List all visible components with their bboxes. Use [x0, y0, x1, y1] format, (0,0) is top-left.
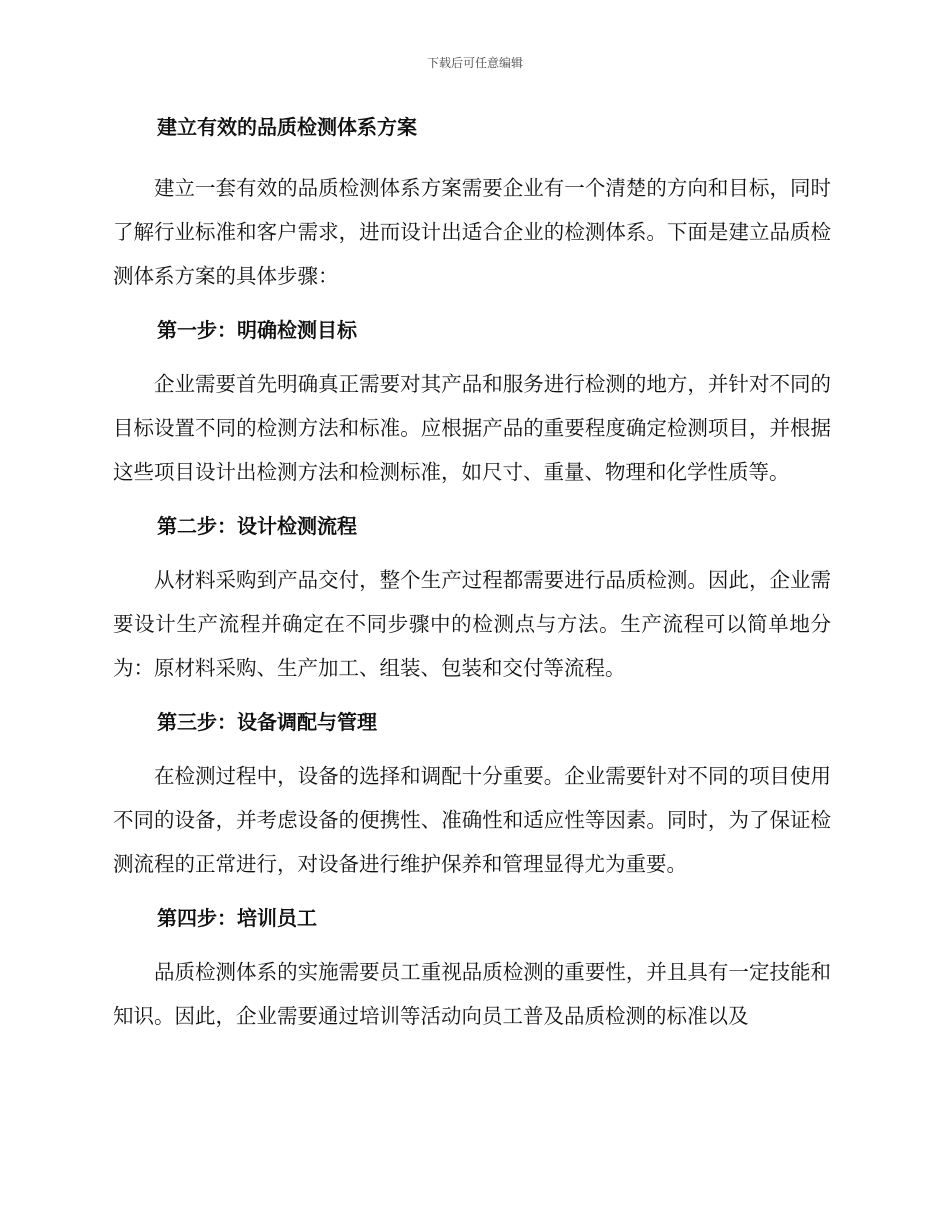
document-title: 建立有效的品质检测体系方案: [157, 115, 417, 139]
step-4-paragraph: 品质检测体系的实施需要员工重视品质检测的重要性，并且具有一定技能和知识。因此，企业需要通过培训等活动向员工普及品质检测的标准以及: [113, 960, 831, 1028]
step-3-paragraph: 在检测过程中，设备的选择和调配十分重要。企业需要针对不同的项目使用不同的设备，并考虑设备的便携性、准确性和适应性等因素。同时，为了保证检测流程的正常进行，对设备进行维护保养和管理显得尤为重要。: [113, 764, 831, 876]
step-2-heading: 第二步：设计检测流程: [157, 514, 357, 538]
step-1-paragraph: 企业需要首先明确真正需要对其产品和服务进行检测的地方，并针对不同的目标设置不同的检测方法和标准。应根据产品的重要程度确定检测项目，并根据这些项目设计出检测方法和检测标准，如尺寸、重量、物理和化学性质等。: [113, 372, 831, 484]
document-body: [113, 108, 831, 1050]
step-2-paragraph: 从材料采购到产品交付，整个生产过程都需要进行品质检测。因此，企业需要设计生产流程并确定在不同步骤中的检测点与方法。生产流程可以简单地分为：原材料采购、生产加工、组装、包装和交付等流程。: [113, 568, 831, 680]
step-4-heading: 第四步：培训员工: [157, 906, 317, 930]
step-3-heading: 第三步：设备调配与管理: [157, 710, 377, 734]
step-1-heading: 第一步：明确检测目标: [157, 318, 357, 342]
intro-paragraph: 建立一套有效的品质检测体系方案需要企业有一个清楚的方向和目标，同时了解行业标准和客户需求，进而设计出适合企业的检测体系。下面是建立品质检测体系方案的具体步骤：: [113, 176, 831, 288]
header-note: 下载后可任意编辑: [426, 56, 523, 70]
